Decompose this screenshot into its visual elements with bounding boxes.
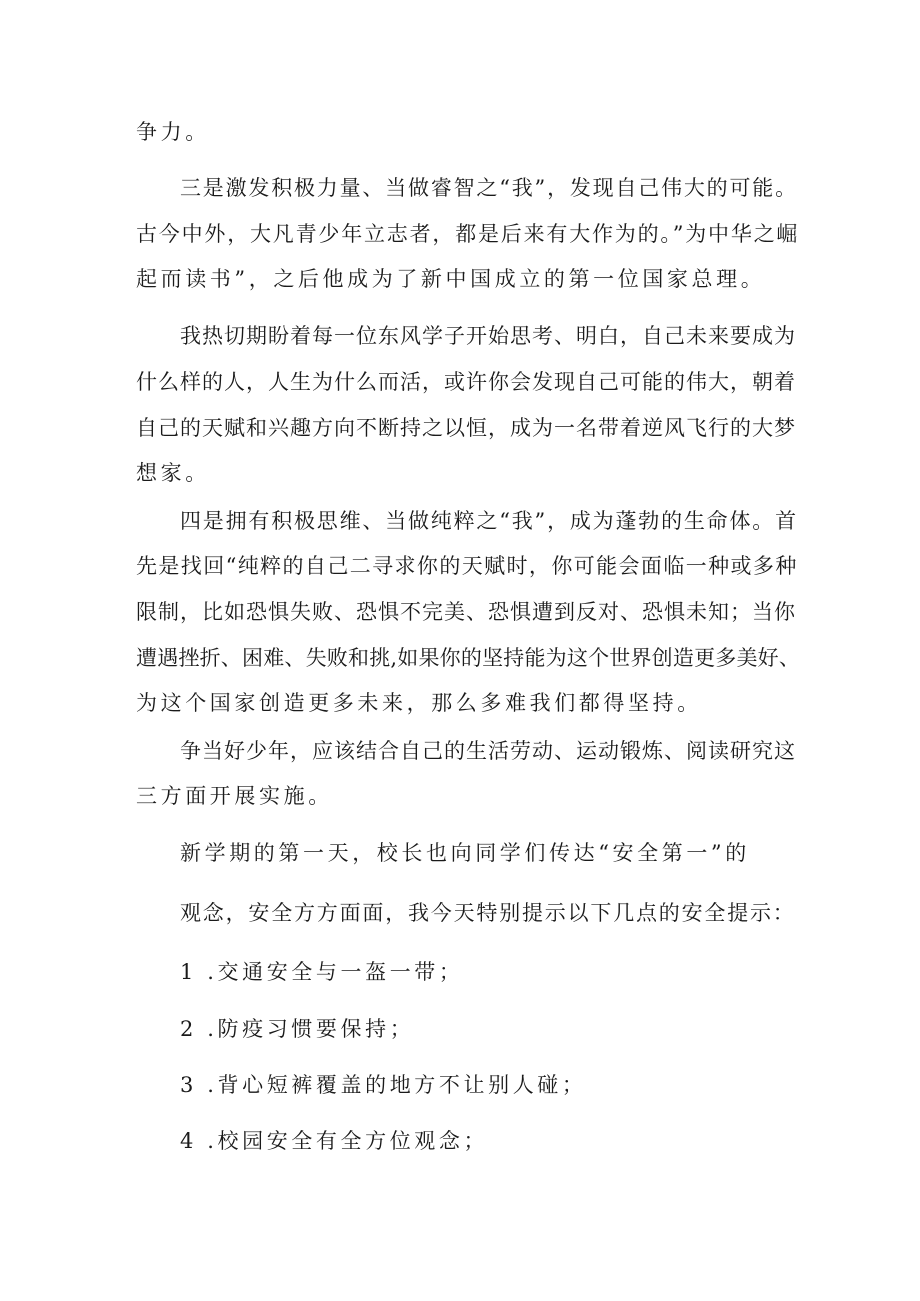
paragraph-line: 我热切期盼着每一位东风学子开始思考、明白，自己未来要成为 (180, 324, 796, 348)
paragraph-line: 什么样的人，人生为什么而活，或许你会发现自己可能的伟大，朝着 (136, 370, 796, 394)
paragraph-line: 遭遇挫折、困难、失败和挑,如果你的坚持能为这个世界创造更多美好、 (136, 646, 801, 670)
list-item: 2 .防疫习惯要保持； (180, 1017, 415, 1041)
list-item: 4 .校园安全有全方位观念； (180, 1129, 489, 1153)
paragraph-line: 古今中外，大凡青少年立志者，都是后来有大作为的。”为中华之崛 (136, 222, 800, 246)
paragraph-line: 限制，比如恐惧失败、恐惧不完美、恐惧遭到反对、恐惧未知；当你 (136, 600, 796, 624)
paragraph-line: 新学期的第一天，校长也向同学们传达“安全第一”的 (180, 841, 750, 865)
paragraph-line: 观念，安全方方面面，我今天特别提示以下几点的安全提示： (180, 901, 796, 925)
paragraph-line: 四是拥有积极思维、当做纯粹之“我”，成为蓬勃的生命体。首 (180, 509, 798, 533)
list-item: 3 .背心短裤覆盖的地方不让别人碰； (180, 1073, 587, 1097)
paragraph-line: 三方面开展实施。 (136, 784, 333, 808)
paragraph-line: 为这个国家创造更多未来，那么多难我们都得坚持。 (136, 691, 702, 715)
paragraph-line: 三是激发积极力量、当做睿智之“我”，发现自己伟大的可能。 (180, 176, 798, 200)
paragraph-line: 自己的天赋和兴趣方向不断持之以恒，成为一名带着逆风飞行的大梦 (136, 416, 796, 440)
paragraph-line: 先是找回“纯粹的自己二寻求你的天赋时，你可能会面临一种或多种 (136, 554, 798, 578)
paragraph-line: 起而读书”，之后他成为了新中国成立的第一位国家总理。 (136, 267, 766, 291)
paragraph-line: 争力。 (136, 120, 210, 144)
list-item: 1 .交通安全与一盔一带； (180, 960, 464, 984)
paragraph-line: 想家。 (136, 461, 210, 485)
paragraph-line: 争当好少年，应该结合自己的生活劳动、运动锻炼、阅读研究这 (180, 739, 796, 763)
